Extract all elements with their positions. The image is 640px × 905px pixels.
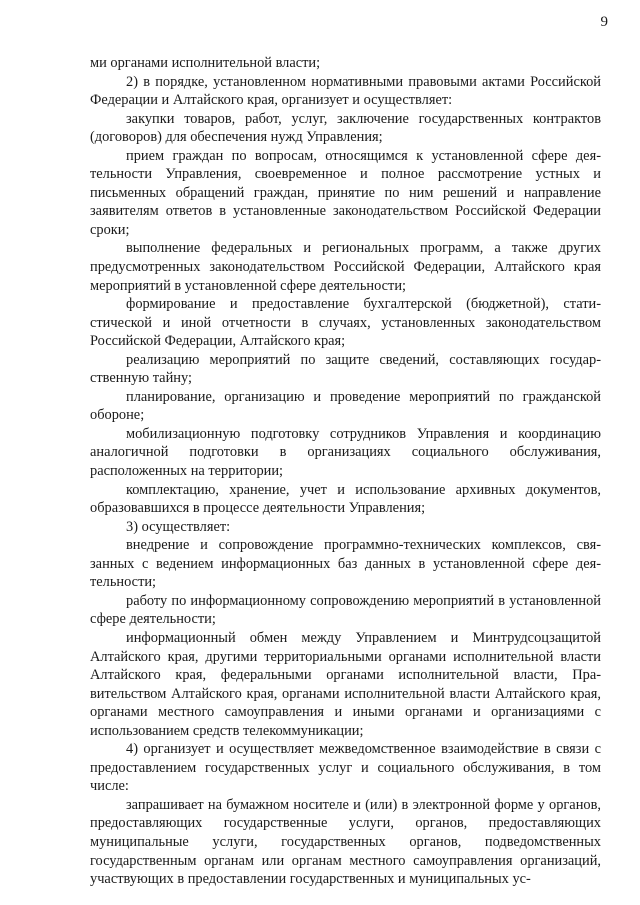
- paragraph-12: работу по информационному сопровождению мероприятий в установленной сфере деятельности;: [90, 592, 601, 628]
- paragraph-14: 4) организует и осуществляет межведомственное взаимодействие в связи с предоставлением государственных услуг и социального обслуживания, в том числе:: [90, 741, 601, 795]
- paragraph-2: закупки товаров, работ, услуг, заключение государственных контрактов (договоров) для обеспечения нужд Управления;: [90, 110, 601, 146]
- paragraph-3: прием граждан по вопросам, относящимся к установленной сфере деятельности Управления, своевременное и полное рассмотрение устных и письменных обращений граждан, принятие по ним решений и направление заявителям ответов в установленные законодательством Российской Федерации сроки;: [90, 147, 601, 238]
- paragraph-15: запрашивает на бумажном носителе и (или) в электронной форме у органов, предоставляющих государственные услуги, органов, предоставляющих муниципальные услуги, государственных органов, подведомственных государственным органам или органам местного самоуправления организаций, участвующих в предоставлении государственных и муниципальных ус-: [90, 796, 601, 888]
- paragraph-8: мобилизационную подготовку сотрудников Управления и координацию аналогичной подготовки в организациях социального обслуживания, расположенных на территории;: [90, 425, 601, 480]
- paragraph-0: ми органами исполнительной власти;: [90, 55, 321, 71]
- paragraph-1: 2) в порядке, установленном нормативными правовыми актами Российской Федерации и Алтайского края, организует и осуществляет:: [90, 73, 601, 109]
- paragraph-4: выполнение федеральных и региональных программ, а также других предусмотренных законодательством Российской Федерации, Алтайского края мероприятий в установленной сфере деятельности;: [90, 240, 601, 294]
- paragraph-11: внедрение и сопровождение программно-технических комплексов, связанных с ведением информационных баз данных в установленной сфере деятельности;: [90, 537, 601, 591]
- paragraph-6: реализацию мероприятий по защите сведений, составляющих государственную тайну;: [90, 351, 601, 387]
- paragraph-7: планирование, организацию и проведение мероприятий по гражданской обороне;: [90, 388, 601, 424]
- paragraph-9: комплектацию, хранение, учет и использование архивных документов, образовавшихся в процессе деятельности Управления;: [90, 481, 601, 517]
- document-body: [90, 54, 601, 889]
- paragraph-13: информационный обмен между Управлением и Минтрудсоцзащитой Алтайского края, другими территориальными органами исполнительной власти Алтайского края, федеральными органами исполнительной власти, Правительством Алтайского края, органами исполнительной власти Алтайского края, органами местного самоуправления и иными органами и организациями с использованием средств телекоммуникации;: [90, 629, 601, 739]
- paragraph-5: формирование и предоставление бухгалтерской (бюджетной), статистической и иной отчетности в случаях, установленных законодательством Российской Федерации, Алтайского края;: [90, 296, 601, 350]
- paragraph-10: 3) осуществляет:: [126, 518, 231, 535]
- page-number: 9: [600, 14, 608, 30]
